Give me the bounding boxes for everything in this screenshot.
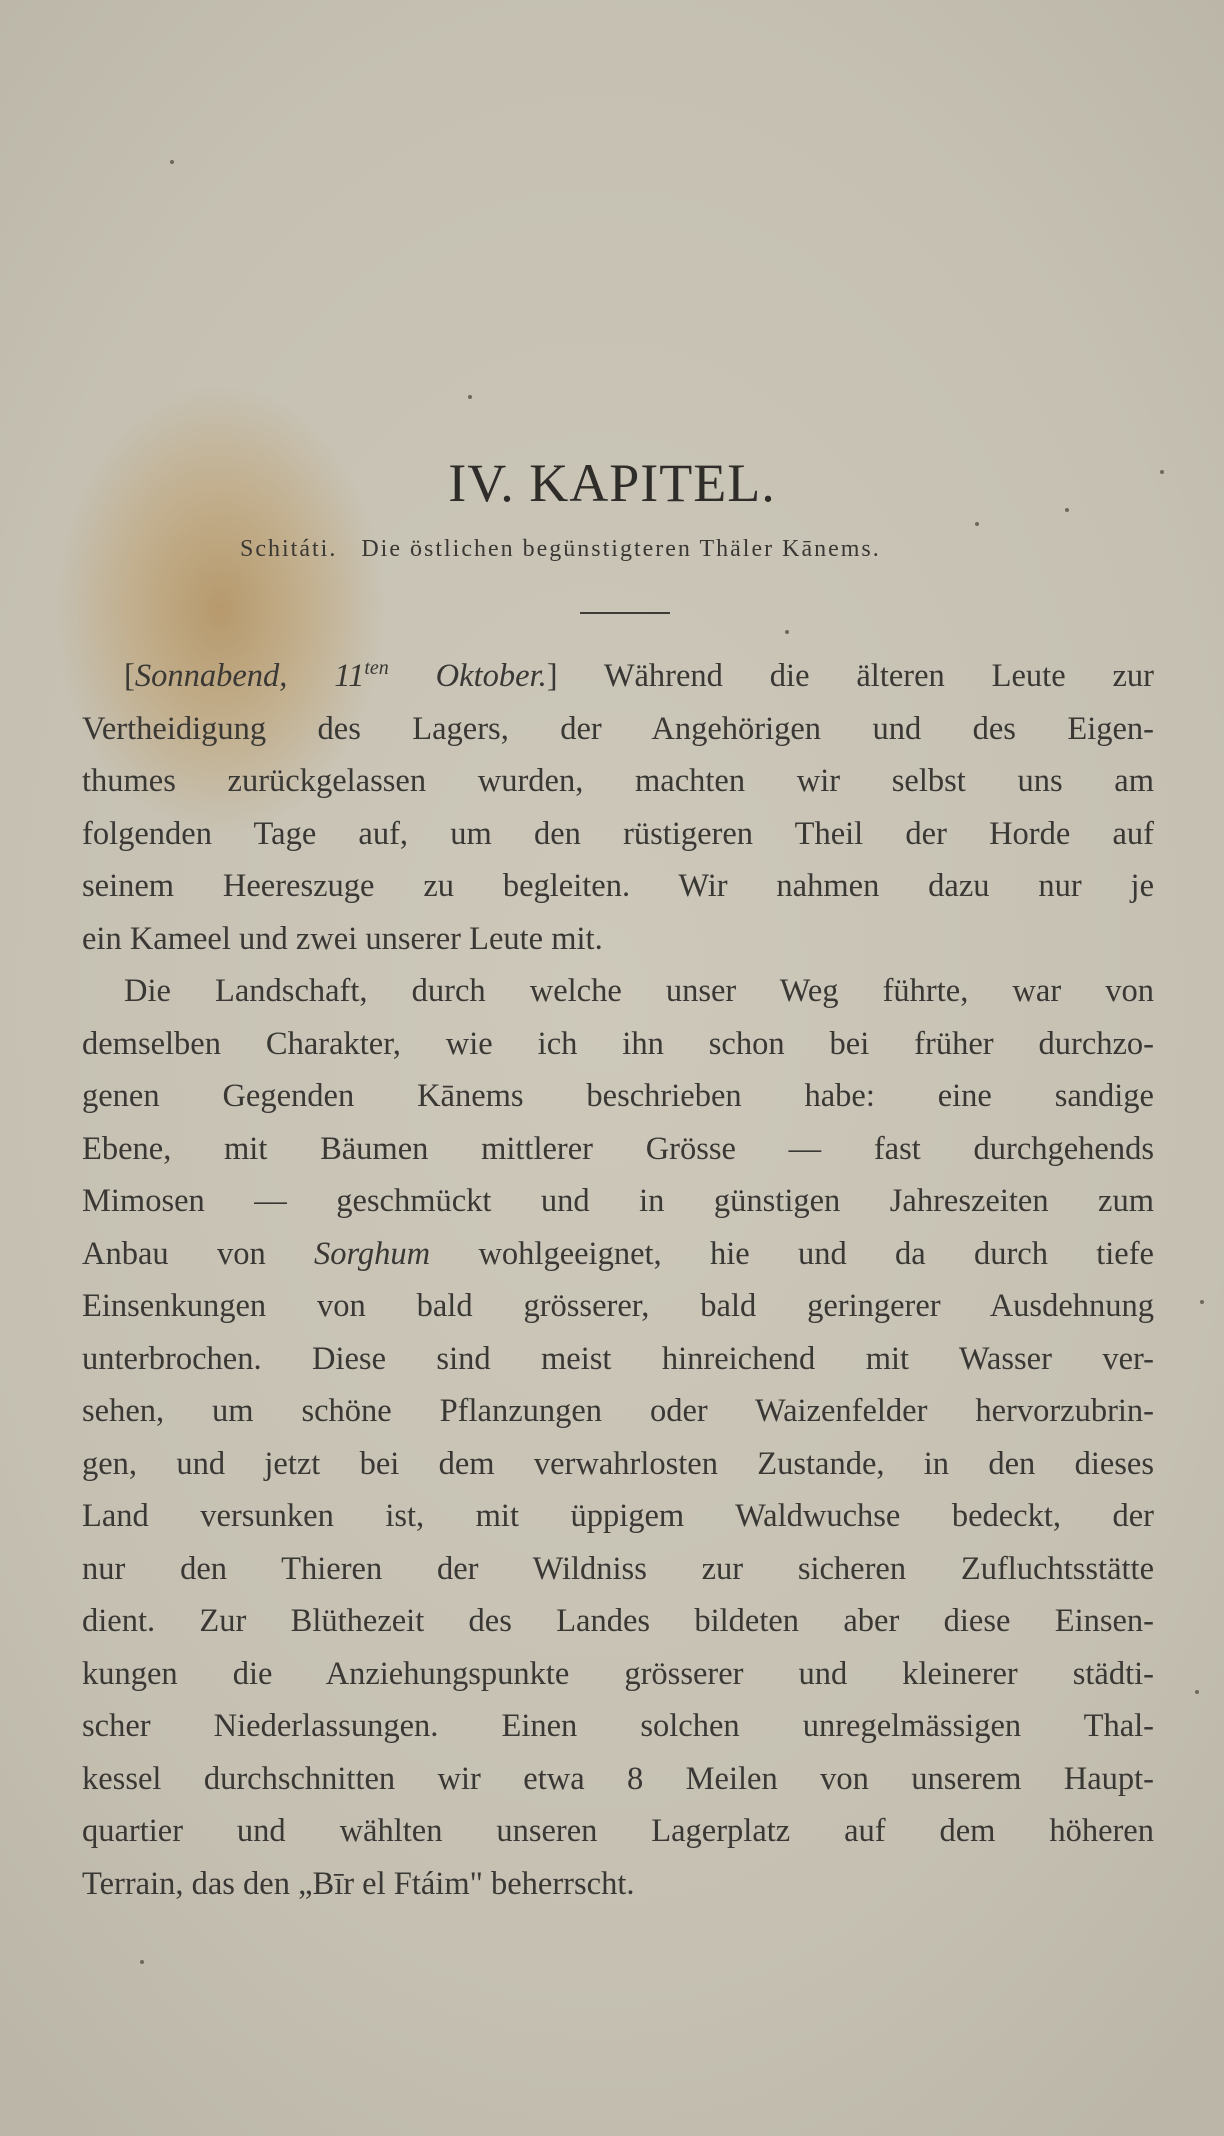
paper-speck	[785, 630, 789, 634]
body-text	[82, 650, 1154, 1910]
date-month: Oktober.	[435, 658, 547, 694]
text-line: Die Landschaft, durch welche unser Weg führte, war von	[124, 973, 1154, 1009]
date-number-value: 11	[334, 658, 365, 694]
chapter-place: Schitáti.	[240, 536, 338, 562]
chapter-summary: Die östlichen begünstigteren Thäler Kānems.	[361, 536, 881, 562]
text-line-pre: Anbau von	[82, 1235, 314, 1272]
text-line: scher Niederlassungen. Einen solchen unregelmässigen Thal-	[82, 1708, 1154, 1744]
date-bracket-close: ]	[546, 658, 558, 694]
date-day: Sonnabend,	[134, 658, 288, 694]
text-line: dient. Zur Blüthezeit des Landes bildeten aber diese Einsen-	[82, 1603, 1154, 1639]
text-line: Vertheidigung des Lagers, der Angehörigen und des Eigen-	[82, 710, 1154, 747]
date-number-suffix: ten	[364, 657, 389, 679]
text-line: unterbrochen. Diese sind meist hinreichend mit Wasser ver-	[82, 1340, 1154, 1377]
text-line-post: wohlgeeignet, hie und da durch tiefe	[430, 1235, 1154, 1272]
text-line: Ebene, mit Bäumen mittlerer Grösse — fast durchgehends	[82, 1130, 1154, 1167]
paper-speck	[975, 522, 979, 526]
text-line	[82, 650, 1154, 703]
text-line: quartier und wählten unseren Lagerplatz auf dem höheren	[82, 1813, 1154, 1849]
paper-speck	[1065, 508, 1069, 512]
text-line: Einsenkungen von bald grösserer, bald geringerer Ausdehnung	[82, 1288, 1154, 1324]
text-line: kungen die Anziehungspunkte grösserer und kleinerer städti-	[82, 1655, 1154, 1692]
date-bracket-open: [	[124, 658, 135, 694]
text-line: ein Kameel und zwei unserer Leute mit.	[82, 920, 603, 957]
text-line: seinem Heereszuge zu begleiten. Wir nahmen dazu nur je	[82, 868, 1154, 904]
paper-speck	[170, 160, 174, 164]
date-number	[334, 658, 389, 694]
chapter-subtitle	[240, 536, 1020, 563]
text-line: Mimosen — geschmückt und in günstigen Jahreszeiten zum	[82, 1183, 1154, 1219]
paper-speck	[468, 395, 472, 399]
text-line: nur den Thieren der Wildniss zur sicheren Zufluchtsstätte	[82, 1550, 1154, 1587]
text-line: kessel durchschnitten wir etwa 8 Meilen von unserem Haupt-	[82, 1760, 1154, 1797]
text-line	[82, 1228, 1154, 1281]
text-line: Land versunken ist, mit üppigem Waldwuchse bedeckt, der	[82, 1498, 1154, 1534]
paragraph-2	[82, 965, 1154, 1910]
text-line: sehen, um schöne Pflanzungen oder Waizenfelder hervorzubrin-	[82, 1393, 1154, 1429]
text-line: genen Gegenden Kānems beschrieben habe: eine sandige	[82, 1078, 1154, 1114]
paper-speck	[1200, 1300, 1204, 1304]
paper-speck	[1160, 470, 1164, 474]
text-line: demselben Charakter, wie ich ihn schon bei früher durchzo-	[82, 1025, 1154, 1062]
title-divider	[580, 612, 670, 614]
text-line-content: Während die älteren Leute zur	[557, 658, 1154, 694]
chapter-title: IV. KAPITEL.	[448, 453, 776, 513]
paragraph-1	[82, 650, 1154, 965]
sorghum-term: Sorghum	[313, 1235, 431, 1272]
text-line: Terrain, das den „Bīr el Ftáim" beherrscht.	[82, 1865, 635, 1902]
paper-speck	[140, 1960, 144, 1964]
text-line: folgenden Tage auf, um den rüstigeren Theil der Horde auf	[82, 815, 1154, 852]
text-line: thumes zurückgelassen wurden, machten wir selbst uns am	[82, 763, 1154, 799]
paper-speck	[1195, 1690, 1199, 1694]
text-line: gen, und jetzt bei dem verwahrlosten Zustande, in den dieses	[82, 1445, 1154, 1482]
